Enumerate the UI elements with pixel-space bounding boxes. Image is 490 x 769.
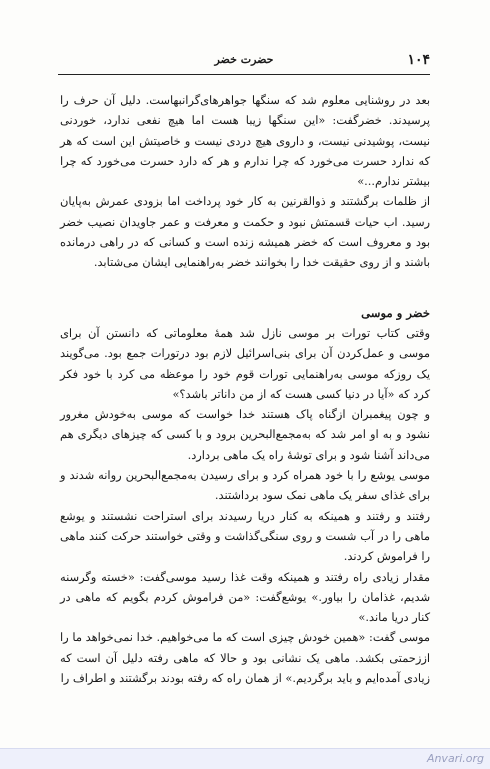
section-gap: [60, 273, 430, 303]
header-rule: [58, 74, 430, 75]
paragraph: و چون پیغمبران از‌گناه پاک هستند خدا خواست که موسی به‌خودش مغرور نشود و به او امر شد که به‌مجمع‌البحرین برود و با کسی که چیزهای دیگری هم می‌داند آشنا شود و برای توشهٔ راه یک ماهی بردارد.: [60, 407, 430, 462]
footer-bar: [0, 748, 490, 769]
site-watermark[interactable]: Anvari.org: [426, 752, 484, 765]
paragraph: بعد در روشنایی معلوم شد که سنگها جواهرهای‌گرانبهاست. دلیل آن حرف را پرسیدند. خضرگفت: «این سنگها زیبا هست اما هیچ نفعی ندارد، خوردنی نیست، پوشیدنی نیست، و داروی هیچ دردی نیست و خاصیتش این است که هر که ندارد حسرت می‌خورد که چرا ندارم و هر که دارد حسرت می‌خورد که چرا بیشتر ندارم...»: [60, 93, 430, 189]
section-heading: خضر و موسی: [361, 305, 430, 320]
paragraph: موسی گفت: «همین خودش چیزی است که ما می‌خواهیم. خدا نمی‌خواهد ما را از‌زحمتی بکشد. ماهی یک نشانی بود و حالا که ماهی رفته دلیل آن است که زیادی آمده‌ایم و باید برگردیم.» از همان راه که رفته بودند برگشتند و اطراف را: [60, 630, 430, 686]
paragraph: وقتی کتاب تورات بر موسی نازل شد همهٔ معلوماتی که دانستن آن برای موسی و عمل‌کردن آن برای بنی‌اسرائیل لازم بود درتورات جمع بود. می‌گویند یک روزکه موسی به‌راهنمایی تورات قوم خود را موعظه می کرد با خود فکر کرد که «آیا در دنیا کسی هست که از من داناتر باشد؟»: [60, 325, 430, 401]
page-number: ۱۰۴: [407, 52, 430, 68]
page-header: [58, 52, 430, 74]
paragraph: از ظلمات برگشتند و ذوالقرنین به کار خود پرداخت اما بزودی عمرش به‌پایان رسید. اب حیات قسمتش نبود و حکمت و معرفت و عمر جاویدان نصیب خضر بود و معروف است که خضر همیشه زنده است و کسانی که در راهی درمانده باشند و از روی حقیقت خدا را بخوانند خضر به‌راهنمایی ایشان می‌شتابد.: [60, 194, 430, 270]
paragraph: رفتند و رفتند و همینکه به کنار دریا رسیدند برای استراحت نشستند و یوشع ماهی را در آب شست و روی سنگی‌گذاشت و وقتی خواستند حرکت کنند ماهی را فراموش کردند.: [60, 508, 430, 564]
paragraph: موسی یوشع را با خود همراه کرد و برای رسیدن به‌مجمع‌البحرین روانه شدند و برای غذای سفر یک ماهی نمک سود برداشتند.: [60, 468, 430, 503]
running-title: حضرت خضر: [214, 53, 274, 66]
paragraph: مقدار زیادی راه رفتند و همینکه وقت غذا رسید موسی‌گفت: «خسته وگرسنه شدیم، غذامان را بیاور.» یوشع‌گفت: «من فراموش کردم بگویم که ماهی در کنار دریا ماند.»: [60, 569, 430, 625]
page-body: [60, 90, 430, 688]
